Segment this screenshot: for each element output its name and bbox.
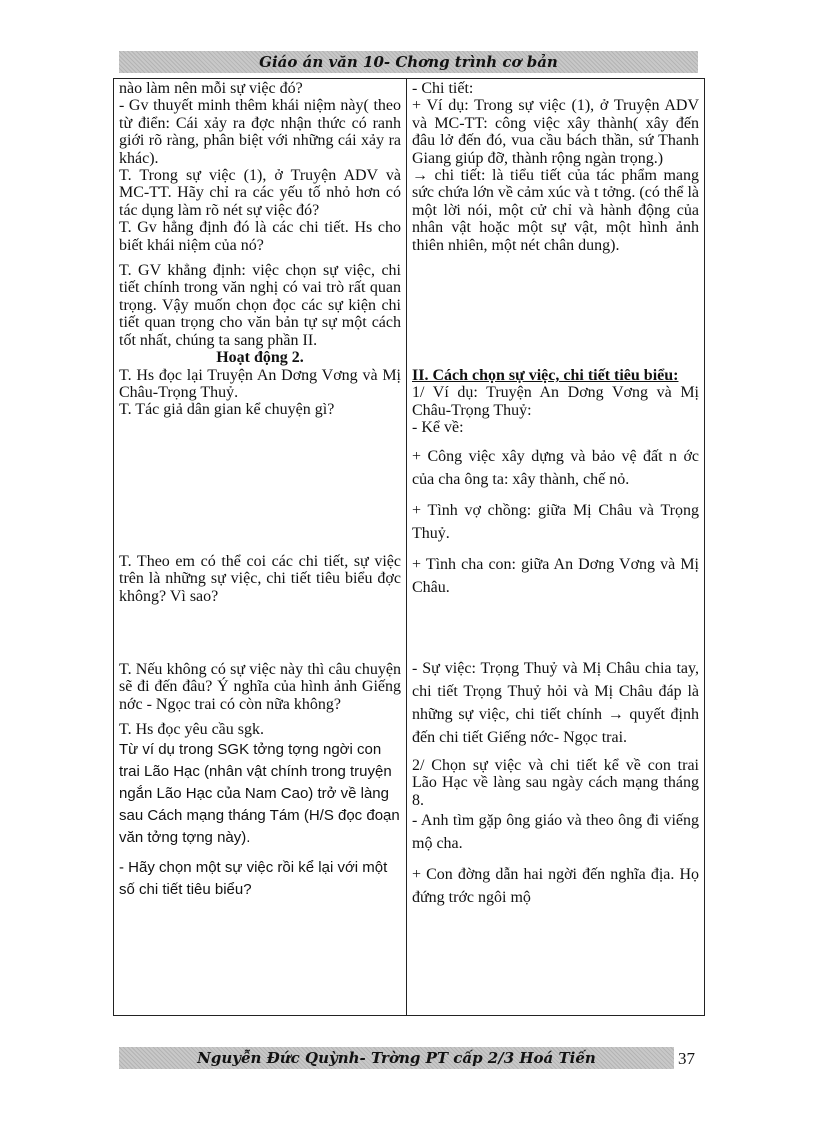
left-paragraph: T. Gv hẳng định đó là các chi tiết. Hs cho biết khái niệm của nó? <box>119 219 401 254</box>
event-text: - Sự việc: Trọng Thuỷ và Mị Châu chia tay, chi tiết Trọng Thuỷ hỏi và Mị Châu đáp là những sự việc, chi tiết chính <box>412 659 699 723</box>
footer-author: Nguyễn Đức Quỳnh- Trờng PT cấp 2/3 Hoá Tiến <box>197 1049 596 1067</box>
left-paragraph: T. Hs đọc lại Truyện An Dơng Vơng và Mị Châu-Trọng Thuỷ. <box>119 366 401 401</box>
event-text-cont: quyết định đến chi tiết Giếng nớc- Ngọc trai. <box>412 705 699 746</box>
left-paragraph: T. Nếu không có sự việc này thì câu chuyện sẽ đi đến đâu? Ý nghĩa của hình ảnh Giếng nớc - Ngọc trai có còn nữa không? <box>119 660 401 713</box>
left-paragraph: - Hãy chọn một sự việc rồi kể lại với một số chi tiết tiêu biểu? <box>119 858 388 898</box>
page-number: 37 <box>678 1049 695 1068</box>
right-paragraph: - Chi tiết: <box>412 80 474 97</box>
left-paragraph: T. Tác giả dân gian kể chuyện gì? <box>119 401 335 419</box>
right-paragraph: - Kể về: <box>412 419 464 437</box>
section-heading: II. Cách chọn sự việc, chi tiết tiêu biểu: <box>412 367 679 385</box>
left-column <box>114 79 407 1016</box>
right-column <box>407 79 705 1016</box>
right-paragraph: 1/ Ví dụ: Truyện An Dơng Vơng và Mị Châu-Trọng Thuỷ: <box>412 384 699 419</box>
header-title: Giáo án văn 10- Chơng trình cơ bản <box>259 53 558 71</box>
right-paragraph: + Tình cha con: giữa An Dơng Vơng và Mị Châu. <box>412 555 699 596</box>
lesson-table <box>113 78 705 1016</box>
right-paragraph <box>412 167 699 254</box>
left-paragraph: - Gv thuyết minh thêm khái niệm này( theo từ điển: Cái xảy ra đợc nhận thức có ranh giới rõ ràng, phân biệt với những cái xảy ra khác). <box>119 97 401 167</box>
right-paragraph: + Tình vợ chồng: giữa Mị Châu và Trọng Thuỷ. <box>412 501 699 542</box>
definition-text: chi tiết: là tiểu tiết của tác phẩm mang sức chứa lớn về cảm xúc và t tởng. (có thể là một lời nói, một cử chỉ và hành động của nhân vật hoặc một sự vật, một hình ảnh thiên nhiên, một nét chân dung). <box>412 167 699 254</box>
right-paragraph: + Ví dụ: Trong sự việc (1), ở Truyện ADV và MC-TT: công việc xây thành( xây đến đâu lở đến đó, vua cầu bách thần, sứ Thanh Giang giúp đỡ, thành rộng ngàn trọng.) <box>412 97 699 167</box>
right-paragraph: + Công việc xây dựng và bảo vệ đất n ớc của cha ông ta: xây thành, chế nỏ. <box>412 447 699 488</box>
right-paragraph: 2/ Chọn sự việc và chi tiết kể về con trai Lão Hạc về làng sau ngày cách mạng tháng 8. <box>412 756 699 809</box>
left-paragraph: T. Theo em có thể coi các chi tiết, sự việc trên là những sự việc, chi tiết tiêu biểu đợc không? Vì sao? <box>119 552 401 605</box>
right-paragraph: - Anh tìm gặp ông giáo và theo ông đi viếng mộ cha. <box>412 811 699 852</box>
left-paragraph: T. Hs đọc yêu cầu sgk. <box>119 721 264 739</box>
right-paragraph <box>412 657 699 749</box>
header-band <box>119 51 698 73</box>
arrow-right-icon: → <box>607 705 624 723</box>
right-paragraph: + Con đờng dẫn hai ngời đến nghĩa địa. Họ đứng trớc ngôi mộ <box>412 865 699 906</box>
left-paragraph: T. Trong sự việc (1), ở Truyện ADV và MC-TT. Hãy chỉ ra các yếu tố nhỏ hơn có tác dụng làm rõ nét sự việc đó? <box>119 167 401 219</box>
footer-band <box>119 1047 674 1069</box>
left-paragraph: Từ ví dụ trong SGK tởng tợng ngời con trai Lão Hạc (nhân vật chính trong truyện ngắn Lão Hạc của Nam Cao) trở về làng sau Cách mạng tháng Tám (H/S đọc đoạn văn tởng tợng này). <box>119 740 400 846</box>
left-paragraph: T. GV khẳng định: việc chọn sự việc, chi tiết chính trong văn nghị có vai trò rất quan trọng. Vậy muốn chọn đọc các sự kiện chi tiết quan trọng cho văn bản tự sự một cách tốt nhất, chúng ta sang phần II. <box>119 262 401 349</box>
activity-heading: Hoạt động 2. <box>216 349 304 367</box>
left-paragraph: nào làm nên mỗi sự việc đó? <box>119 80 303 97</box>
arrow-right-icon: → <box>412 167 428 185</box>
